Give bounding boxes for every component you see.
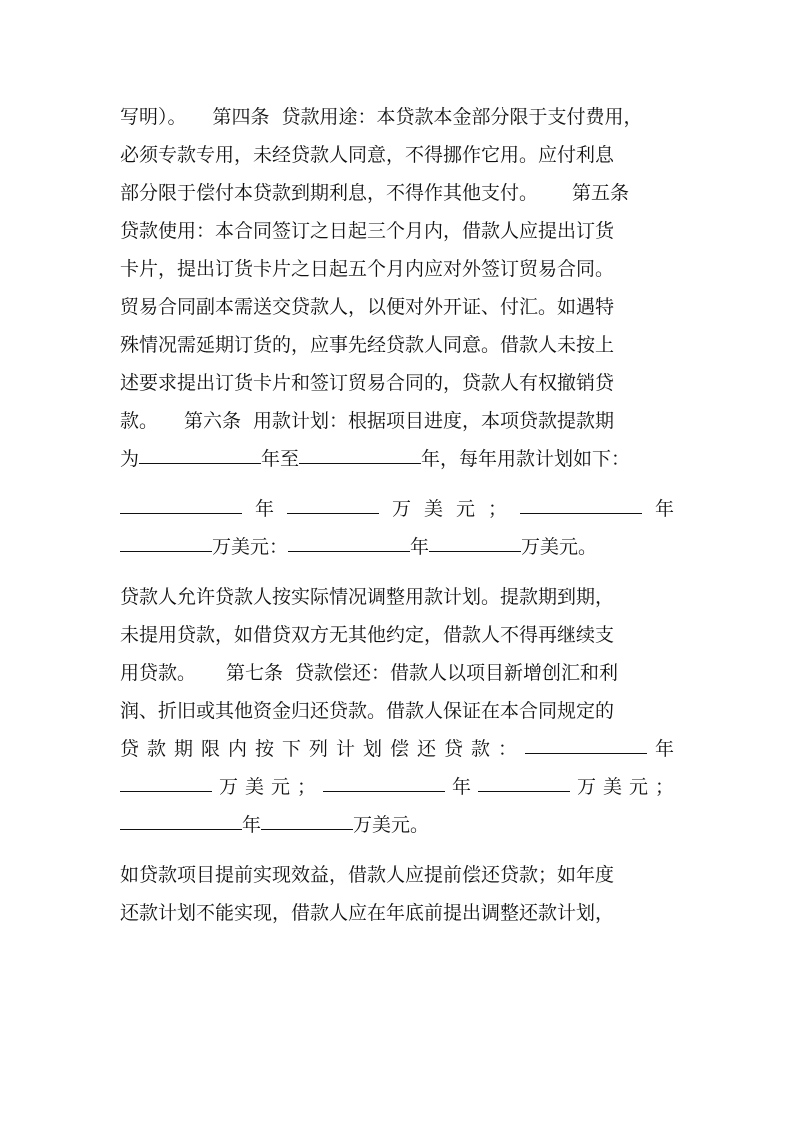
text-line xyxy=(120,856,674,894)
text-line xyxy=(120,364,674,402)
text-segment: 还款计划不能实现，借款人应在年底前提出调整还款计划， xyxy=(120,902,615,924)
text-segment: 贷款用途：本贷款本金部分限于支付费用， xyxy=(281,106,643,128)
text-line xyxy=(120,288,674,326)
text-segment: 部分限于偿付本贷款到期利息，不得作其他支付。 xyxy=(120,182,539,204)
fill-in-blank[interactable] xyxy=(120,789,212,792)
text-segment: ； xyxy=(487,498,507,520)
text-segment: 美 xyxy=(244,776,264,798)
text-line xyxy=(120,616,674,654)
text-segment: 万美元： xyxy=(212,536,289,558)
text-segment: 计 xyxy=(336,738,356,760)
text-segment: 年 xyxy=(254,498,274,520)
article-heading: 第四条 xyxy=(212,106,270,128)
text-segment: 万美元。 xyxy=(353,814,430,836)
text-line xyxy=(120,326,674,364)
text-line xyxy=(120,490,674,528)
text-segment: 年 xyxy=(242,814,262,836)
text-segment: 年 xyxy=(410,536,430,558)
text-segment: 卡片，提出订货卡片之日起五个月内应对外签订贸易合同。 xyxy=(120,258,615,280)
text-line xyxy=(120,654,674,692)
text-segment: 元 xyxy=(270,776,290,798)
text-segment: 万 xyxy=(218,776,238,798)
text-line xyxy=(120,98,674,136)
fill-in-blank[interactable] xyxy=(287,511,379,514)
fill-in-blank[interactable] xyxy=(139,461,261,464)
text-line xyxy=(120,250,674,288)
text-segment: 用款计划：根据项目进度，本项贷款提款期 xyxy=(253,410,615,432)
text-segment: 美 xyxy=(602,776,622,798)
text-segment: 贷 xyxy=(444,738,464,760)
fill-in-blank[interactable] xyxy=(520,511,642,514)
text-segment: 偿 xyxy=(390,738,410,760)
text-segment: 润、折旧或其他资金归还贷款。借款人保证在本合同规定的 xyxy=(120,700,615,722)
text-segment: 划 xyxy=(363,738,383,760)
text-segment: 贸易合同副本需送交贷款人，以便对外开证、付汇。如遇特 xyxy=(120,296,615,318)
text-segment: ； xyxy=(654,776,674,798)
text-segment: 年 xyxy=(654,498,674,520)
text-line xyxy=(120,402,674,440)
fill-in-blank[interactable] xyxy=(429,549,521,552)
text-line xyxy=(120,578,674,616)
text-line xyxy=(120,730,674,768)
text-segment: 还 xyxy=(417,738,437,760)
text-segment: 列 xyxy=(309,738,329,760)
text-segment: 内 xyxy=(228,738,248,760)
text-line xyxy=(120,212,674,250)
text-segment: 万美元。 xyxy=(521,536,598,558)
text-segment: 未提用贷款，如借贷双方无其他约定，借款人不得再继续支 xyxy=(120,624,615,646)
text-segment: 按 xyxy=(255,738,275,760)
fill-in-blank[interactable] xyxy=(323,789,445,792)
text-segment: 万 xyxy=(576,776,596,798)
text-segment: 万 xyxy=(391,498,411,520)
text-segment: ： xyxy=(498,738,518,760)
text-segment: 为 xyxy=(120,448,140,470)
text-segment: 下 xyxy=(282,738,302,760)
fill-in-blank[interactable] xyxy=(261,827,353,830)
text-segment: 如贷款项目提前实现效益，借款人应提前偿还贷款；如年度 xyxy=(120,864,615,886)
text-segment: ； xyxy=(296,776,316,798)
text-line xyxy=(120,894,674,932)
text-segment: 款 xyxy=(147,738,167,760)
text-segment: 贷款人允许贷款人按实际情况调整用款计划。提款期到期， xyxy=(120,586,615,608)
text-segment: 年，每年用款计划如下： xyxy=(421,448,631,470)
text-segment: 贷款偿还：借款人以项目新增创汇和利 xyxy=(295,662,619,684)
fill-in-blank[interactable] xyxy=(120,549,212,552)
fill-in-blank[interactable] xyxy=(288,549,410,552)
fill-in-blank[interactable] xyxy=(478,789,570,792)
text-segment: 限 xyxy=(201,738,221,760)
text-segment: 期 xyxy=(174,738,194,760)
text-segment: 元 xyxy=(455,498,475,520)
text-segment: 用贷款。 xyxy=(120,662,197,684)
article-heading: 第五条 xyxy=(572,182,630,204)
text-segment: 款。 xyxy=(120,410,159,432)
article-heading: 第七条 xyxy=(226,662,284,684)
text-line xyxy=(120,806,674,844)
text-segment: 年至 xyxy=(261,448,300,470)
text-segment: 元 xyxy=(628,776,648,798)
text-line xyxy=(120,440,674,478)
text-segment: 必须专款专用，未经贷款人同意，不得挪作它用。应付利息 xyxy=(120,144,615,166)
text-segment: 写明）。 xyxy=(120,106,187,128)
text-line xyxy=(120,768,674,806)
text-line xyxy=(120,692,674,730)
text-segment: 殊情况需延期订货的，应事先经贷款人同意。借款人未按上 xyxy=(120,334,615,356)
fill-in-blank[interactable] xyxy=(525,751,647,754)
document-page xyxy=(120,98,674,932)
text-segment: 年 xyxy=(451,776,471,798)
fill-in-blank[interactable] xyxy=(120,511,242,514)
text-segment: 贷款使用：本合同签订之日起三个月内，借款人应提出订货 xyxy=(120,220,615,242)
text-line xyxy=(120,136,674,174)
text-segment: 美 xyxy=(423,498,443,520)
text-segment: 年 xyxy=(654,738,674,760)
article-heading: 第六条 xyxy=(184,410,242,432)
fill-in-blank[interactable] xyxy=(299,461,421,464)
text-segment: 述要求提出订货卡片和签订贸易合同的，贷款人有权撤销贷 xyxy=(120,372,615,394)
text-segment: 贷 xyxy=(120,738,140,760)
text-line xyxy=(120,174,674,212)
text-line xyxy=(120,528,674,566)
fill-in-blank[interactable] xyxy=(120,827,242,830)
text-segment: 款 xyxy=(471,738,491,760)
